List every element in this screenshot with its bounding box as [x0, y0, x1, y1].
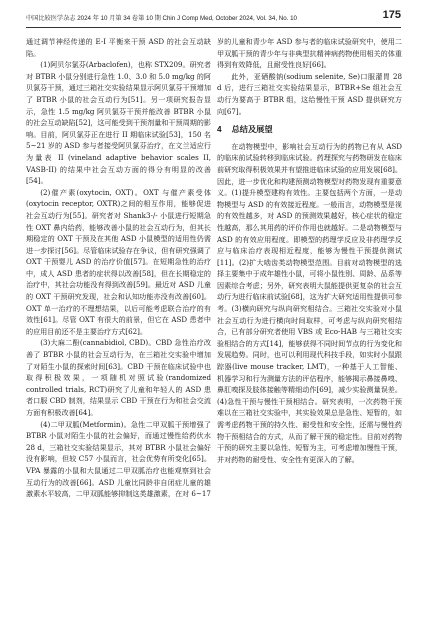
paragraph: 在动物模型中，影响社会互动行为的药物已有从 ASD 的临床前试验转移到临床试验。药理探究与药物研发在临床前研究取得积极效果并有望推进临床试验的应用发展[68]。因此，进一步优化和构建预测动物模型对药物发现有重要意义。(1)提升模型建构有效性。主要包括两个方面，一是动物模型与 ASD 的有效接近程度。一般而言，动物模型是视的有效性越多，对 ASD 的预测效果越好，核心症状的稳定性越高，那么其用药的评价作用也就越好。二是动物模型与 ASD 的有效应用程度。即模型的药理学反应及非药理学反应与临床治疗表现相近程度，能够为慢性干预提供测试[11]。(2)扩大啮齿类动物模型范围。目前对动物模型的选择主要集中于成年雄性小鼠，可将小鼠性别、周龄、品系等因素综合考虑；另外，研究表明大鼠能提供更复杂的社会互动行为进行临床前试验[68]，这为扩大研究适用性提供可参考。(3)横向研究与纵向研究相结合。三箱社交实验对小鼠社会互动行为进行横向时间取样，可考虑与纵向研究相结合，已有部分研究者使用 VBS 或 Eco-HAB 与三箱社交实验相结合的方式[14]，能够获得不同时间节点的行为变化和发展趋势。同时，也可以利用现代科技手段，如实时小鼠跟踪器(live mouse tracker, LMT)，一种基于人工智能、机器学习和行为测量方法的评估程序，能够揭示鼻接鼻嗅、鼻肛嗅探及肢体接触等精细动作[69]，减少实验测量误差。(4)急性干预与慢性干预相结合。研究表明，一次药物干预难以在三箱社交实验中，其实验效果总是急性、短暂的，如需考虑药物干预的持久性、耐受性和安全性，还需与慢性药物干预相结合的方式，从而了解干预的稳定性。目前对药物干预的研究主要以急性、短暂为主，可考虑增加慢性干预，并对药物的耐受性、安全性有更深入的了解。	[217, 141, 402, 464]
section-heading	[217, 124, 402, 136]
paragraph: 通过调节神经传递的 E-I 平衡来干预 ASD 的社会互动缺陷。	[26, 37, 211, 58]
header-rule	[26, 27, 401, 28]
journal-info: 中国比较医学杂志 2024 年 10 月第 34 卷第 10 期 Chin J Comp Med, October 2024, Vol. 34, No. 10	[26, 15, 297, 22]
paragraph: (4)二甲双胍(Metformin)。急性二甲双胍干预增强了 BTBR 小鼠对陌生小鼠的社会偏好，而通过慢性给药伏水 28 d，三箱社交实验结果显示，其对 BTBR 小鼠社会偏好没有影响，但较 C57 小鼠而言，社会优势有所变化[65]。VPA 暴露的小鼠和大鼠通过二甲双胍治疗也能观察到社会互动行为的改善[66]。ASD 儿童比同龄非自闭症儿童的雄激素水平较高，二甲双胍能够抑制这类雄激素，在对 6~17	[26, 419, 211, 499]
page-number: 175	[382, 9, 401, 21]
section-number: 4	[217, 125, 222, 135]
paragraph: 此外，亚硒酸钠(sodium selenite, Se)口服灌胃 28 d 后，进行三箱社交实验结果显示，BTBR+Se 组社会互动行为要高于 BTBR 组，这给慢性干预 ASD 提供研究方向[67]。	[217, 71, 402, 116]
page-header	[0, 0, 427, 30]
paragraph: (3)大麻二酚(cannabidiol, CBD)。CBD 急性治疗改善了 BTBR 小鼠的社会互动行为，在三箱社交实验中增加了对陌生小鼠的探索时间[63]。CBD 干预在临床试验中也取得积极效果，一项随机对照试验(randomized controlled trials, RCT)研究了儿童和年轻人的 ASD 患者口服 CBD 制剂，结果显示 CBD 干预在行为和社会交流方面有积极改善[64]。	[26, 338, 211, 417]
right-column	[217, 36, 402, 616]
paragraph: (1)阿贝尔氯芬(Arbaclofen)，也称 STX209。研究者对 BTBR 小鼠分别进行急性 1.0、3.0 和 5.0 mg/kg 的阿贝氯芬干预，通过三箱社交实验结果显示阿贝氯芬干预增加了 BTBR 小鼠的社会互动行为[51]。另一项研究报告显示，急性 1.5 mg/kg 阿贝氯芬干预并能改善 BTBR 小鼠的社会互动缺陷[52]，这可能受到干预剂量和干预周期的影响。目前，阿贝氯芬正在进行 II 期临床试验[53]，150 名 5~21 岁的 ASD 参与者接受阿贝氯芬治疗，在文兰适应行为量表 II (vineland adaptive behavior scales II, VASB-II) 的结果中社会互动方面的得分有明显的改善[54]。	[26, 60, 211, 186]
paragraph: (2)催产素(oxytocin, OXT)。OXT 与催产素受体(oxytocin receptor, OXTR)之间的相互作用，能够促进社会互动行为[55]。研究者对 Shank3-/- 小鼠进行短期急性 OXT 鼻内给药，能够改善小鼠的社会互动行为，但其长期稳定的 OXT 干预及在其他 ASD 小鼠模型的适用性仍需进一步探讨[56]。尽管临床试验存在争议，但有研究强调了 OXT 干预婴儿 ASD 的治疗价值[57]。在短期急性的治疗中，成人 ASD 患者的症状得以改善[58]，但在长期稳定的治疗中，其社会功能没有得到改善[59]。最近对 ASD 儿童的 OXT 干预研究发现，社会和认知功能亦没有改善[60]。OXT 单一治疗的不理想结果，以后可能考虑联合治疗的有效性[61]。尽管 OXT 有很大的前景，但它在 ASD 患者中的应用目前还不是主要治疗方式[62]。	[26, 187, 211, 336]
paragraph: 岁的儿童和青少年 ASD 参与者的临床试验研究中，使用二甲双胍干预的青少年与非典型抗精神病药物使用相关的体重得到有效降低，且耐受性良好[66]。	[217, 37, 402, 70]
section-title: 总结及展望	[231, 125, 273, 135]
left-column	[26, 36, 211, 616]
